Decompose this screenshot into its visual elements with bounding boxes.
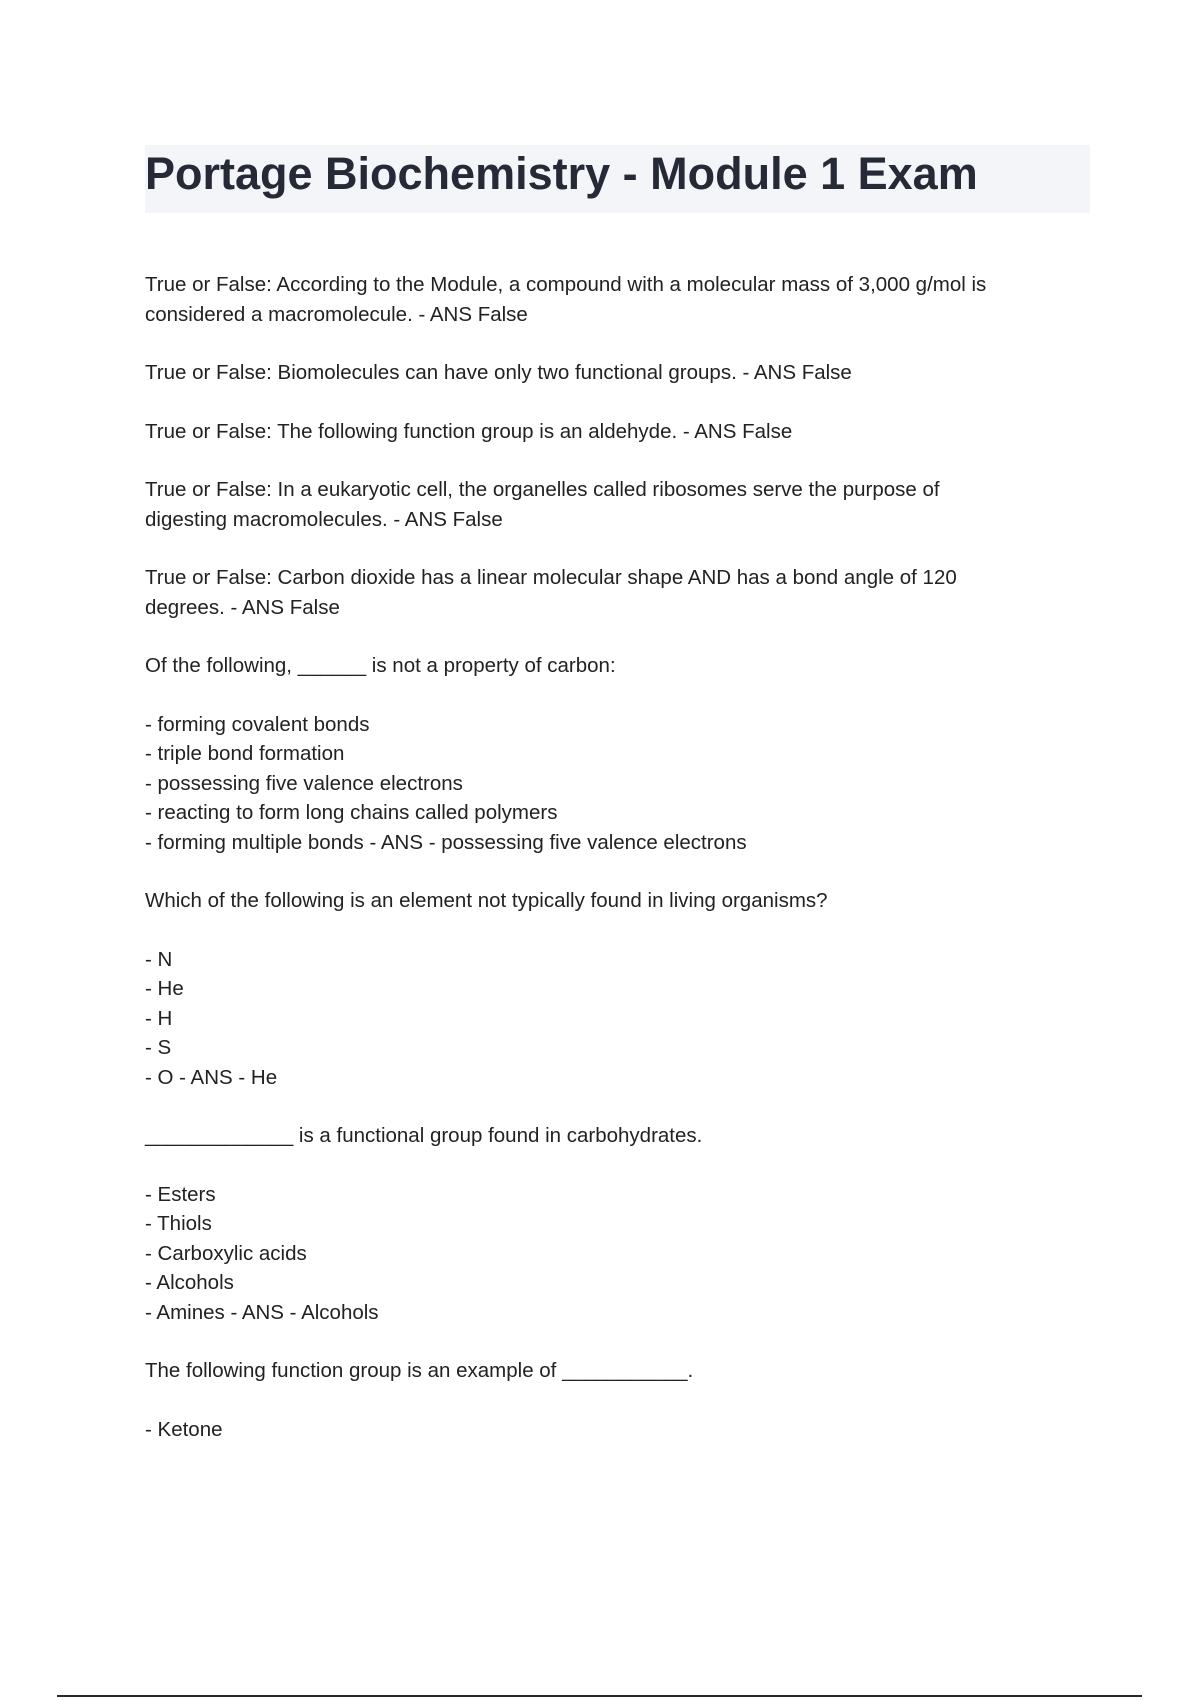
- qa-block: [145, 945, 1085, 1093]
- text-line: - reacting to form long chains called polymers: [145, 801, 558, 824]
- qa-block: [145, 710, 1085, 858]
- text-line: - Thiols: [145, 1212, 212, 1235]
- text-line: True or False: The following function group is an aldehyde. - ANS False: [145, 419, 793, 443]
- text-line: - He: [145, 977, 184, 1000]
- qa-block: [145, 1121, 1085, 1151]
- qa-block: [145, 417, 1085, 447]
- text-line: Of the following, ______ is not a property of carbon:: [145, 654, 616, 677]
- qa-block: [145, 1180, 1085, 1328]
- qa-block: [145, 563, 1085, 622]
- text-line: - Carboxylic acids: [145, 1241, 307, 1265]
- text-line: - H: [145, 1006, 173, 1030]
- document-title: Portage Biochemistry - Module 1 Exam: [145, 148, 978, 199]
- footer-divider: [57, 1695, 1142, 1697]
- text-line: True or False: Biomolecules can have only two functional groups. - ANS False: [145, 361, 852, 384]
- text-line: True or False: Carbon dioxide has a linear molecular shape AND has a bond angle of 120: [145, 566, 957, 589]
- text-line: - Esters: [145, 1182, 216, 1206]
- text-line: - Alcohols: [145, 1271, 234, 1294]
- text-line: True or False: In a eukaryotic cell, the organelles called ribosomes serve the purpose of: [145, 478, 940, 501]
- text-line: - S: [145, 1036, 172, 1059]
- text-line: True or False: According to the Module, a compound with a molecular mass of 3,000 g/mol is: [145, 273, 987, 296]
- qa-block: [145, 1415, 1085, 1445]
- text-line: - forming multiple bonds - ANS - possessing five valence electrons: [145, 830, 747, 854]
- text-line: - possessing five valence electrons: [145, 771, 463, 795]
- document-body: [145, 270, 1085, 1473]
- qa-block: [145, 886, 1085, 916]
- qa-block: [145, 651, 1085, 681]
- text-line: considered a macromolecule. - ANS False: [145, 302, 528, 326]
- text-line: - O - ANS - He: [145, 1065, 278, 1089]
- text-line: Which of the following is an element not typically found in living organisms?: [145, 889, 828, 912]
- qa-block: [145, 475, 1085, 534]
- text-line: digesting macromolecules. - ANS False: [145, 507, 503, 531]
- text-line: _____________ is a functional group found in carbohydrates.: [145, 1124, 703, 1147]
- text-line: - forming covalent bonds: [145, 712, 370, 736]
- qa-block: [145, 358, 1085, 388]
- text-line: - triple bond formation: [145, 742, 345, 765]
- text-line: - N: [145, 947, 173, 971]
- text-line: - Ketone: [145, 1417, 223, 1441]
- text-line: The following function group is an example of ___________.: [145, 1359, 694, 1382]
- text-line: degrees. - ANS False: [145, 595, 340, 619]
- qa-block: [145, 270, 1085, 329]
- text-line: - Amines - ANS - Alcohols: [145, 1300, 379, 1324]
- qa-block: [145, 1356, 1085, 1386]
